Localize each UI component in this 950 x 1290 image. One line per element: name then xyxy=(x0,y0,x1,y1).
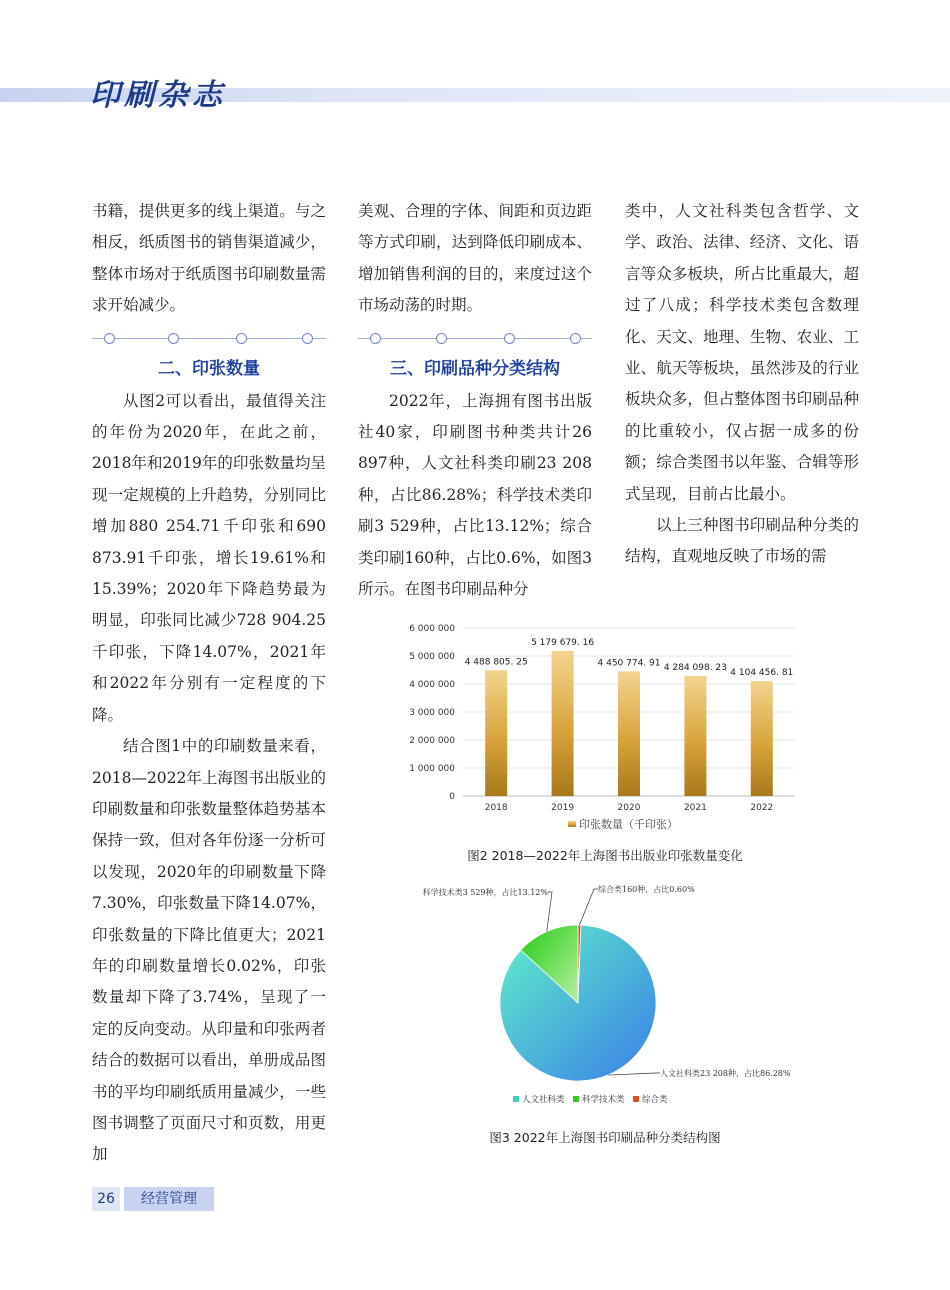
y-tick-label: 1 000 000 xyxy=(409,764,455,774)
pie-chart xyxy=(405,878,805,1118)
bar xyxy=(485,670,507,796)
x-tick-label: 2022 xyxy=(750,803,774,813)
magazine-logo: 印刷杂志 xyxy=(90,78,226,113)
legend-label: 人文社科类 xyxy=(522,1095,565,1105)
column-1 xyxy=(92,196,326,1171)
x-tick-label: 2019 xyxy=(551,803,575,813)
leader-line xyxy=(608,1073,660,1075)
x-tick-label: 2018 xyxy=(484,803,508,813)
y-tick-label: 3 000 000 xyxy=(409,708,455,718)
chart-legend: 印张数量（千印张） xyxy=(579,818,678,831)
y-tick-label: 2 000 000 xyxy=(409,736,455,746)
data-label: 4 104 456. 81 xyxy=(730,668,794,679)
paragraph: 以上三种图书印刷品种分类的结构，直观地反映了市场的需 xyxy=(625,516,859,566)
paragraph: 2022年，上海拥有图书出版社40家，印刷图书种类共计26 897种，人文社科类印刷23 208种，占比86.28%；科学技术类印刷3 529种，占比13.12%；综合类印刷160种，占比0.6%，如图3所示。在图书印刷品种分 xyxy=(358,391,592,599)
paragraph: 类中，人文社科类包含哲学、文学、政治、法律、经济、文化、语言等众多板块，所占比重最大，超过了八成；科学技术类包含数理化、天文、地理、生物、农业、工业、航天等板块，虽然涉及的行业板块众多，但占整体图书印刷品种的比重较小，仅占据一成多的份额；综合类图书以年鉴、合辑等形式呈现，目前占比最小。 xyxy=(625,202,859,503)
paragraph: 书籍，提供更多的线上渠道。与之相反，纸质图书的销售渠道减少，整体市场对于纸质图书印刷数量需求开始减少。 xyxy=(92,202,326,315)
section-label: 经营管理 xyxy=(124,1187,214,1211)
data-label: 4 284 098. 23 xyxy=(663,663,727,674)
leader-line xyxy=(547,892,552,932)
pie-annotation: 综合类160种，占比0.60% xyxy=(598,885,695,894)
section-divider xyxy=(92,328,326,350)
section-divider xyxy=(358,328,592,350)
paragraph: 美观、合理的字体、间距和页边距等方式印刷，达到降低印刷成本、增加销售利润的目的，来度过这个市场动荡的时期。 xyxy=(358,202,592,315)
bar xyxy=(684,676,706,796)
pie-annotation: 科学技术类3 529种，占比13.12% xyxy=(422,888,548,897)
column-3 xyxy=(625,196,859,573)
legend-label: 科学技术类 xyxy=(582,1095,625,1105)
legend-swatch xyxy=(568,821,576,827)
legend-swatch xyxy=(573,1096,579,1102)
bar-chart xyxy=(405,618,805,838)
bar xyxy=(618,671,640,796)
leader-line xyxy=(579,889,598,925)
page-number: 26 xyxy=(92,1187,120,1211)
y-tick-label: 0 xyxy=(449,792,455,802)
data-label: 5 179 679. 16 xyxy=(531,637,595,648)
bar xyxy=(751,681,773,796)
pie-annotation: 人文社科类23 208种，占比86.28% xyxy=(660,1069,791,1078)
y-tick-label: 6 000 000 xyxy=(409,624,455,634)
data-label: 4 488 805. 25 xyxy=(464,657,528,668)
y-tick-label: 4 000 000 xyxy=(409,680,455,690)
paragraph: 结合图1中的印刷数量来看，2018—2022年上海图书出版业的印刷数量和印张数量整体趋势基本保持一致，但对各年份逐一分析可以发现，2020年的印刷数量下降7.30%，印张数量下降14.07%，印张数量的下降比值更大；2021年的印刷数量增长0.02%，印张数量却下降了3.74%，呈现了一定的反向变动。从印量和印张两者结合的数据可以看出，单册成品图书的平均印刷纸质用量减少，一些图书调整了页面尺寸和页数，用更加 xyxy=(92,737,326,1164)
figure-caption: 图3 2022年上海图书印刷品种分类结构图 xyxy=(489,1130,721,1145)
y-tick-label: 5 000 000 xyxy=(409,652,455,662)
section-title: 三、印刷品种分类结构 xyxy=(390,358,560,379)
column-2 xyxy=(358,196,592,605)
legend-label: 综合类 xyxy=(642,1095,668,1105)
legend-swatch xyxy=(633,1096,639,1102)
figure-caption: 图2 2018—2022年上海图书出版业印张数量变化 xyxy=(467,848,743,863)
x-tick-label: 2020 xyxy=(617,803,641,813)
legend-swatch xyxy=(513,1096,519,1102)
bar xyxy=(552,651,574,796)
paragraph: 从图2可以看出，最值得关注的年份为2020年，在此之前，2018年和2019年的印张数量均呈现一定规模的上升趋势，分别同比增加880 254.71千印张和690 873.91千印张，增长19.61%和15.39%；2020年下降趋势最为明显，印张同比减少728 904.25千印张，下降14.07%，2021年和2022年分别有一定程度的下降。 xyxy=(92,391,326,724)
x-tick-label: 2021 xyxy=(683,803,707,813)
section-title: 二、印张数量 xyxy=(158,358,260,379)
data-label: 4 450 774. 91 xyxy=(597,658,661,669)
